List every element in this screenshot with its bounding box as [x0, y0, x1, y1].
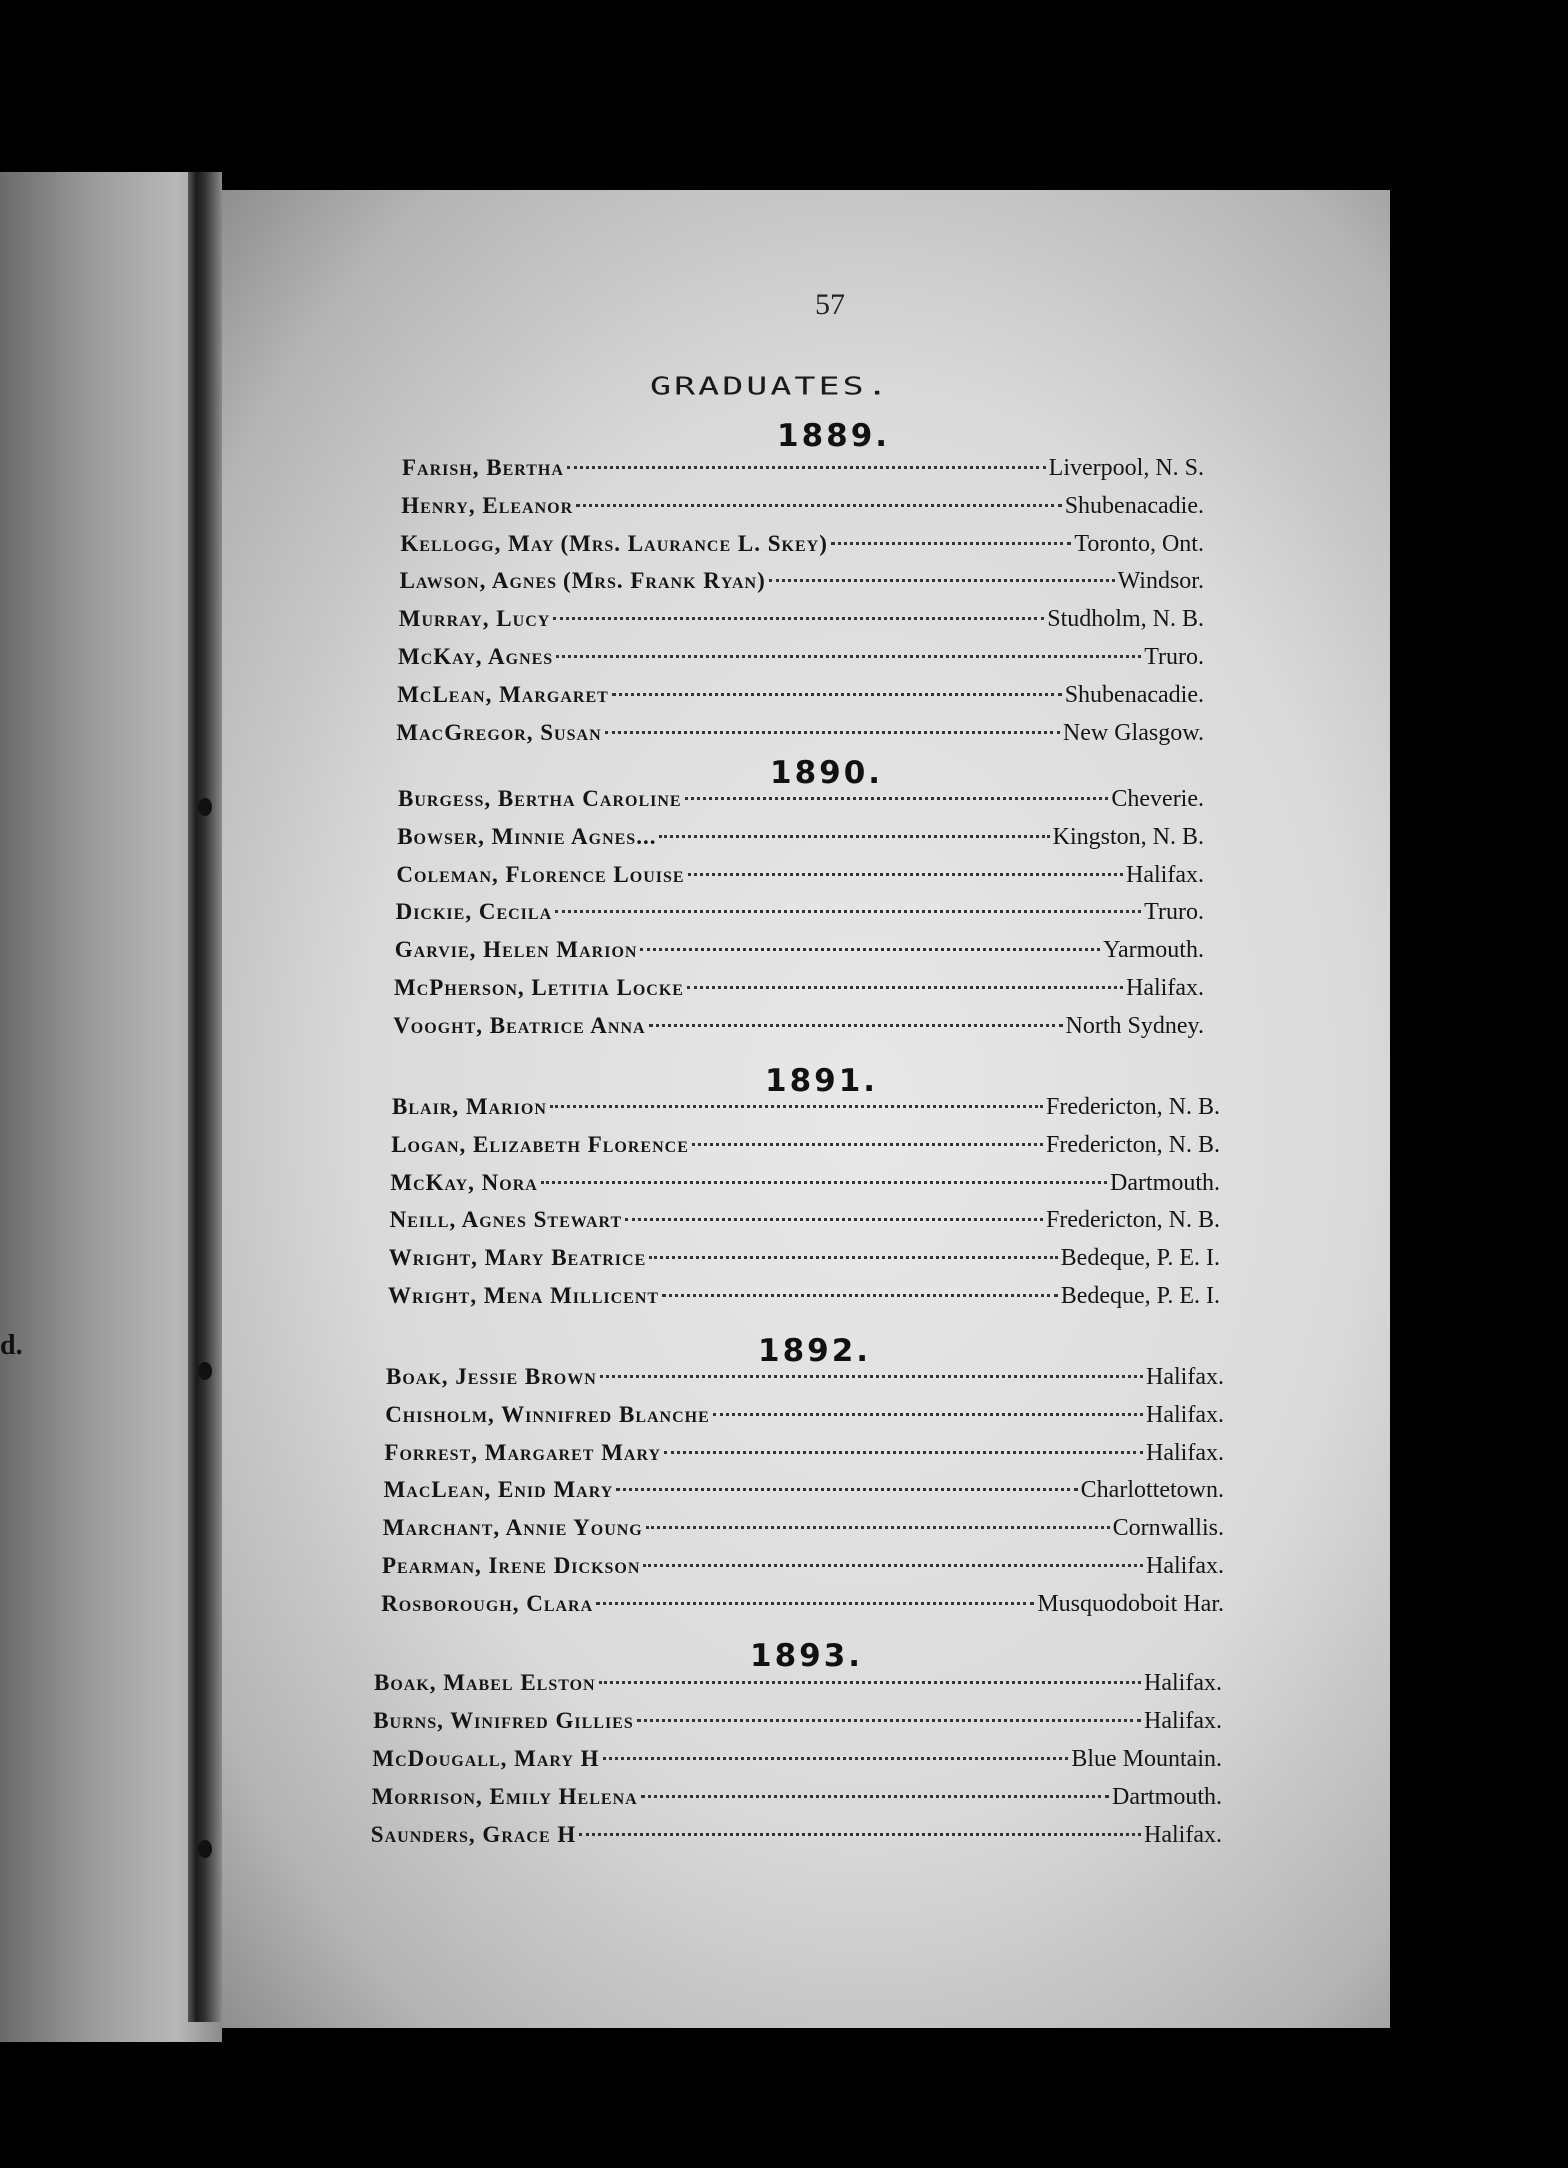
graduate-entry	[401, 493, 1204, 531]
graduate-hometown: Bedeque, P. E. I.	[1060, 1245, 1220, 1272]
graduate-name: Boak, Mabel Elston	[374, 1670, 596, 1695]
dot-leader	[769, 579, 1115, 582]
dot-leader	[664, 1451, 1143, 1454]
graduate-entry	[396, 720, 1204, 758]
dot-leader	[692, 1143, 1043, 1146]
graduate-name: McLean, Margaret	[397, 681, 609, 707]
graduate-entry	[395, 937, 1204, 975]
graduate-name: Morrison, Emily Helena	[371, 1784, 638, 1809]
dot-leader	[688, 873, 1123, 876]
graduate-name: Chisholm, Winnifred Blanche	[385, 1401, 710, 1427]
graduate-name: Vooght, Beatrice Anna	[393, 1012, 646, 1038]
graduate-name: MacGregor, Susan	[396, 719, 602, 745]
graduate-entry	[400, 531, 1204, 569]
graduate-name: Garvie, Helen Marion	[394, 937, 638, 963]
dot-leader	[649, 1256, 1057, 1259]
graduate-hometown: Dartmouth.	[1110, 1169, 1220, 1196]
graduate-hometown: Kingston, N. B.	[1052, 823, 1204, 850]
graduate-entry	[390, 1170, 1220, 1208]
dot-leader	[576, 504, 1062, 507]
dot-leader	[596, 1602, 1034, 1605]
graduate-name: Boak, Jessie Brown	[386, 1364, 597, 1389]
married-name-note: (Mrs. Frank Ryan)	[563, 568, 766, 594]
graduate-name: Wright, Mena Millicent	[388, 1283, 660, 1308]
graduate-entry	[399, 606, 1204, 644]
graduate-hometown: Studholm, N. B.	[1047, 606, 1204, 633]
graduate-hometown: Musquodoboit Har.	[1037, 1590, 1224, 1617]
graduate-hometown: Cornwallis.	[1112, 1515, 1224, 1542]
dot-leader	[600, 1375, 1143, 1378]
spine-stitch	[198, 798, 212, 816]
dot-leader	[662, 1294, 1058, 1297]
dot-leader	[550, 1105, 1043, 1108]
dot-leader	[659, 835, 1049, 838]
year-heading: 1890.	[770, 755, 884, 791]
dot-leader	[556, 655, 1141, 658]
graduate-hometown: Dartmouth.	[1112, 1784, 1222, 1810]
dot-leader	[605, 731, 1060, 734]
graduate-entry	[381, 1591, 1224, 1629]
graduate-entry	[382, 1553, 1224, 1591]
graduate-entry	[398, 644, 1204, 682]
graduate-entry	[383, 1515, 1224, 1553]
graduate-entry	[396, 899, 1204, 937]
dot-leader	[567, 466, 1046, 469]
graduate-hometown: Halifax.	[1146, 1364, 1224, 1390]
spine-stitch	[198, 1362, 212, 1380]
graduate-entry	[384, 1477, 1224, 1515]
graduate-hometown: Cheverie.	[1111, 786, 1204, 812]
graduate-name: Marchant, Annie Young	[382, 1515, 643, 1541]
dot-leader	[579, 1833, 1141, 1836]
graduate-entry	[388, 1283, 1220, 1321]
spine-stitch	[198, 1840, 212, 1858]
graduate-name: Burns, Winifred Gillies	[373, 1708, 634, 1733]
graduate-hometown: Halifax.	[1146, 1401, 1224, 1428]
graduate-name: Coleman, Florence Louise	[396, 861, 685, 887]
graduate-entry	[402, 455, 1204, 493]
graduate-hometown: Shubenacadie.	[1064, 492, 1204, 519]
graduate-name: Kellogg, May	[400, 530, 555, 556]
dot-leader	[553, 617, 1044, 620]
graduate-name: Burgess, Bertha Caroline	[398, 786, 682, 811]
graduate-entry	[393, 1013, 1204, 1051]
graduate-entry	[397, 824, 1204, 862]
graduate-entry	[372, 1784, 1222, 1822]
graduate-name: Bowser, Minnie Agnes...	[397, 823, 657, 849]
graduate-name: McPherson, Letitia Locke	[394, 975, 684, 1000]
dot-leader	[687, 986, 1123, 989]
graduate-name: Lawson, Agnes	[399, 568, 558, 594]
graduate-entry	[371, 1822, 1222, 1860]
graduate-entry	[398, 786, 1204, 824]
graduate-name: Saunders, Grace H	[370, 1822, 577, 1847]
year-heading: 1891.	[765, 1063, 879, 1099]
graduate-hometown: Halifax.	[1144, 1670, 1222, 1696]
dot-leader	[603, 1757, 1069, 1760]
graduate-entry	[385, 1402, 1224, 1440]
graduate-hometown: New Glasgow.	[1062, 719, 1204, 746]
graduate-entry	[396, 862, 1204, 900]
graduate-name: Wright, Mary Beatrice	[388, 1245, 647, 1271]
graduate-hometown: Fredericton, N. B.	[1046, 1094, 1220, 1120]
year-heading: 1892.	[758, 1333, 872, 1369]
graduate-hometown: Blue Mountain.	[1071, 1746, 1222, 1772]
dot-leader	[641, 1795, 1109, 1798]
graduate-name: Farish, Bertha	[402, 455, 564, 480]
dot-leader	[541, 1181, 1107, 1184]
graduate-hometown: Shubenacadie.	[1064, 681, 1204, 708]
graduate-name: Logan, Elizabeth Florence	[391, 1131, 689, 1157]
left-page-text-fragment: d.	[0, 1330, 23, 1361]
graduate-hometown: Charlottetown.	[1080, 1477, 1224, 1504]
graduate-hometown: Halifax.	[1126, 861, 1204, 888]
graduate-name: Pearman, Irene Dickson	[382, 1553, 641, 1578]
graduate-hometown: Halifax.	[1144, 1822, 1222, 1848]
graduate-hometown: North Sydney.	[1065, 1012, 1204, 1039]
dot-leader	[599, 1681, 1141, 1684]
dot-leader	[637, 1719, 1141, 1722]
graduate-hometown: Truro.	[1144, 644, 1204, 670]
graduate-entry	[397, 682, 1204, 720]
dot-leader	[685, 797, 1109, 800]
graduate-entry	[392, 1094, 1220, 1132]
page-heading: GRADUATES.	[650, 372, 891, 401]
graduate-name: Murray, Lucy	[398, 606, 551, 632]
graduate-name: Forrest, Margaret Mary	[384, 1439, 662, 1465]
graduate-hometown: Yarmouth.	[1103, 937, 1204, 964]
graduate-entry	[372, 1746, 1222, 1784]
graduate-hometown: Truro.	[1144, 899, 1204, 926]
dot-leader	[643, 1564, 1143, 1567]
graduate-hometown: Fredericton, N. B.	[1046, 1207, 1220, 1234]
graduate-entry	[374, 1670, 1222, 1708]
graduate-hometown: Halifax.	[1144, 1708, 1222, 1734]
dot-leader	[831, 542, 1071, 545]
graduate-hometown: Halifax.	[1146, 1553, 1224, 1579]
graduate-hometown: Fredericton, N. B.	[1046, 1131, 1220, 1158]
graduate-entry	[373, 1708, 1222, 1746]
graduate-entry	[389, 1245, 1220, 1283]
graduate-entry	[394, 975, 1204, 1013]
year-heading: 1893.	[750, 1638, 864, 1674]
married-name-note: (Mrs. Laurance L. Skey)	[560, 530, 828, 556]
graduate-hometown: Bedeque, P. E. I.	[1060, 1283, 1220, 1309]
dot-leader	[646, 1526, 1110, 1529]
graduate-hometown: Windsor.	[1117, 568, 1204, 595]
book-spine	[188, 172, 222, 2022]
graduate-name: Dickie, Cecila	[395, 899, 553, 925]
graduate-name: Blair, Marion	[392, 1094, 547, 1119]
graduate-entry	[384, 1440, 1224, 1478]
graduate-name: Neill, Agnes Stewart	[389, 1207, 623, 1233]
dot-leader	[612, 693, 1062, 696]
graduate-entry	[390, 1207, 1220, 1245]
dot-leader	[649, 1024, 1063, 1027]
graduate-entry	[386, 1364, 1224, 1402]
graduate-hometown: Halifax.	[1126, 975, 1204, 1001]
graduate-hometown: Halifax.	[1146, 1439, 1224, 1466]
dot-leader	[625, 1218, 1043, 1221]
graduate-name: MacLean, Enid Mary	[383, 1477, 614, 1503]
graduate-hometown: Toronto, Ont.	[1074, 530, 1204, 557]
dot-leader	[713, 1413, 1143, 1416]
graduate-name: McDougall, Mary H	[372, 1746, 600, 1771]
dot-leader	[616, 1488, 1077, 1491]
graduate-name: McKay, Nora	[390, 1169, 538, 1195]
graduate-name: McKay, Agnes	[398, 644, 554, 669]
dot-leader	[555, 910, 1141, 913]
page-number: 57	[815, 288, 845, 321]
year-heading: 1889.	[777, 418, 891, 454]
graduate-name: Rosborough, Clara	[381, 1590, 594, 1616]
graduate-hometown: Liverpool, N. S.	[1048, 455, 1204, 481]
graduate-name: Henry, Eleanor	[401, 492, 574, 518]
graduate-entry	[400, 568, 1204, 606]
dot-leader	[640, 948, 1100, 951]
graduate-entry	[391, 1132, 1220, 1170]
